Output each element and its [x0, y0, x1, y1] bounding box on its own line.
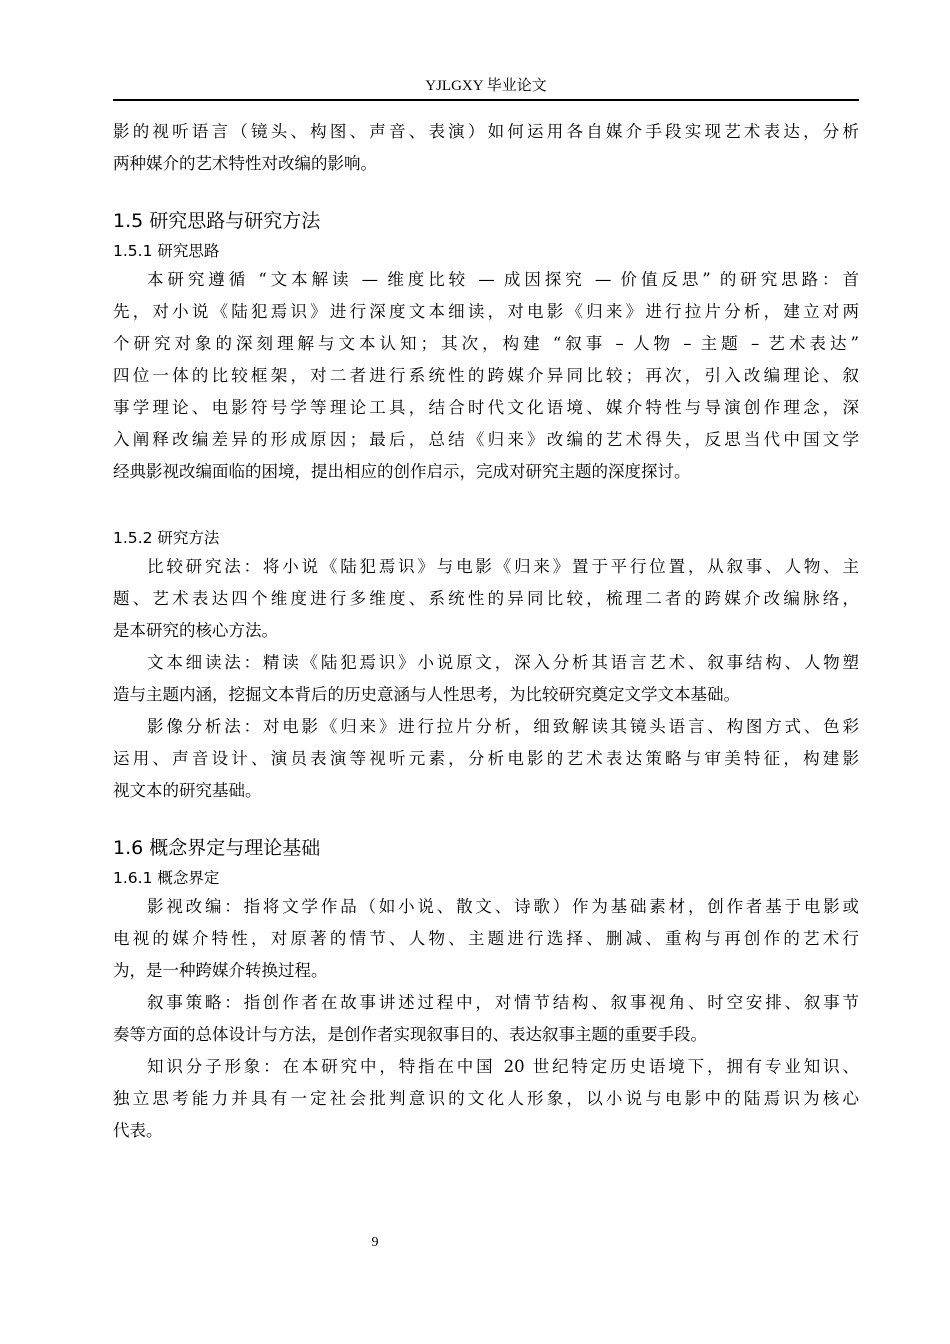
text-line: 电视的媒介特性，对原著的情节、人物、主题进行选择、删减、重构与再创作的艺术行: [113, 929, 859, 948]
text-line: 影视改编：指将文学作品（如小说、散文、诗歌）作为基础素材，创作者基于电影或: [147, 897, 859, 916]
text-line: 入阐释改编差异的形成原因；最后，总结《归来》改编的艺术得失，反思当代中国文学: [113, 430, 859, 449]
text-line: 代表。: [113, 1121, 163, 1140]
body-paragraph-intellectual-image-definition: [113, 1051, 859, 1147]
body-paragraph-narrative-strategy-definition: [113, 987, 859, 1051]
body-paragraph-comparative-method: [113, 551, 859, 647]
text-line: 为，是一种跨媒介转换过程。: [113, 961, 328, 980]
text-line: 影的视听语言（镜头、构图、声音、表演）如何运用各自媒介手段实现艺术表达，分析: [113, 122, 859, 141]
text-line: 本研究遵循 “文本解读 — 维度比较 — 成因探究 — 价值反思” 的研究思路：首: [147, 270, 859, 289]
body-paragraph-close-reading-method: [113, 647, 859, 711]
subsection-heading-1-5-2: 1.5.2 研究方法: [113, 529, 220, 547]
text-line: 运用、声音设计、演员表演等视听元素，分析电影的艺术表达策略与审美特征，构建影: [113, 749, 859, 768]
text-line: 奏等方面的总体设计与方法，是创作者实现叙事目的、表达叙事主题的重要手段。: [113, 1025, 707, 1044]
subsection-heading-1-6-1: 1.6.1 概念界定: [113, 869, 220, 887]
subsection-heading-1-5-1: 1.5.1 研究思路: [113, 242, 220, 260]
page-body: [113, 116, 859, 1147]
text-line: 题、艺术表达四个维度进行多维度、系统性的异同比较，梳理二者的跨媒介改编脉络，: [113, 589, 859, 608]
text-line: 经典影视改编面临的困境，提出相应的创作启示，完成对研究主题的深度探讨。: [113, 462, 691, 481]
body-paragraph-film-adaptation-definition: [113, 891, 859, 987]
running-header: YJLGXY 毕业论文: [425, 78, 547, 94]
text-line: 事学理论、电影符号学等理论工具，结合时代文化语境、媒介特性与导演创作理念，深: [113, 398, 859, 417]
text-line: 知识分子形象：在本研究中，特指在中国 20 世纪特定历史语境下，拥有专业知识、: [147, 1057, 859, 1076]
text-line: 比较研究法：将小说《陆犯焉识》与电影《归来》置于平行位置，从叙事、人物、主: [147, 557, 859, 576]
text-line: 叙事策略：指创作者在故事讲述过程中，对情节结构、叙事视角、时空安排、叙事节: [147, 993, 859, 1012]
text-line: 两种媒介的艺术特性对改编的影响。: [113, 154, 377, 173]
text-line: 文本细读法：精读《陆犯焉识》小说原文，深入分析其语言艺术、叙事结构、人物塑: [147, 653, 859, 672]
body-paragraph-intro: [113, 116, 859, 180]
body-paragraph-research-approach: [113, 264, 859, 488]
section-heading-1-5: 1.5 研究思路与研究方法: [113, 210, 321, 232]
text-line: 造与主题内涵，挖掘文本背后的历史意涵与人性思考，为比较研究奠定文学文本基础。: [113, 685, 740, 704]
text-line: 是本研究的核心方法。: [113, 621, 278, 640]
page-number: 9: [371, 1235, 379, 1250]
body-paragraph-film-analysis-method: [113, 711, 859, 807]
text-line: 四位一体的比较框架，对二者进行系统性的跨媒介异同比较；再次，引入改编理论、叙: [113, 366, 859, 385]
text-line: 先，对小说《陆犯焉识》进行深度文本细读，对电影《归来》进行拉片分析，建立对两: [113, 302, 859, 321]
text-line: 个研究对象的深刻理解与文本认知；其次，构建 “叙事 – 人物 – 主题 – 艺术表达”: [113, 334, 859, 353]
text-line: 影像分析法：对电影《归来》进行拉片分析，细致解读其镜头语言、构图方式、色彩: [147, 717, 859, 736]
text-line: 视文本的研究基础。: [113, 781, 262, 800]
header-rule: [113, 99, 859, 101]
section-heading-1-6: 1.6 概念界定与理论基础: [113, 837, 321, 859]
text-line: 独立思考能力并具有一定社会批判意识的文化人形象，以小说与电影中的陆焉识为核心: [113, 1089, 859, 1108]
